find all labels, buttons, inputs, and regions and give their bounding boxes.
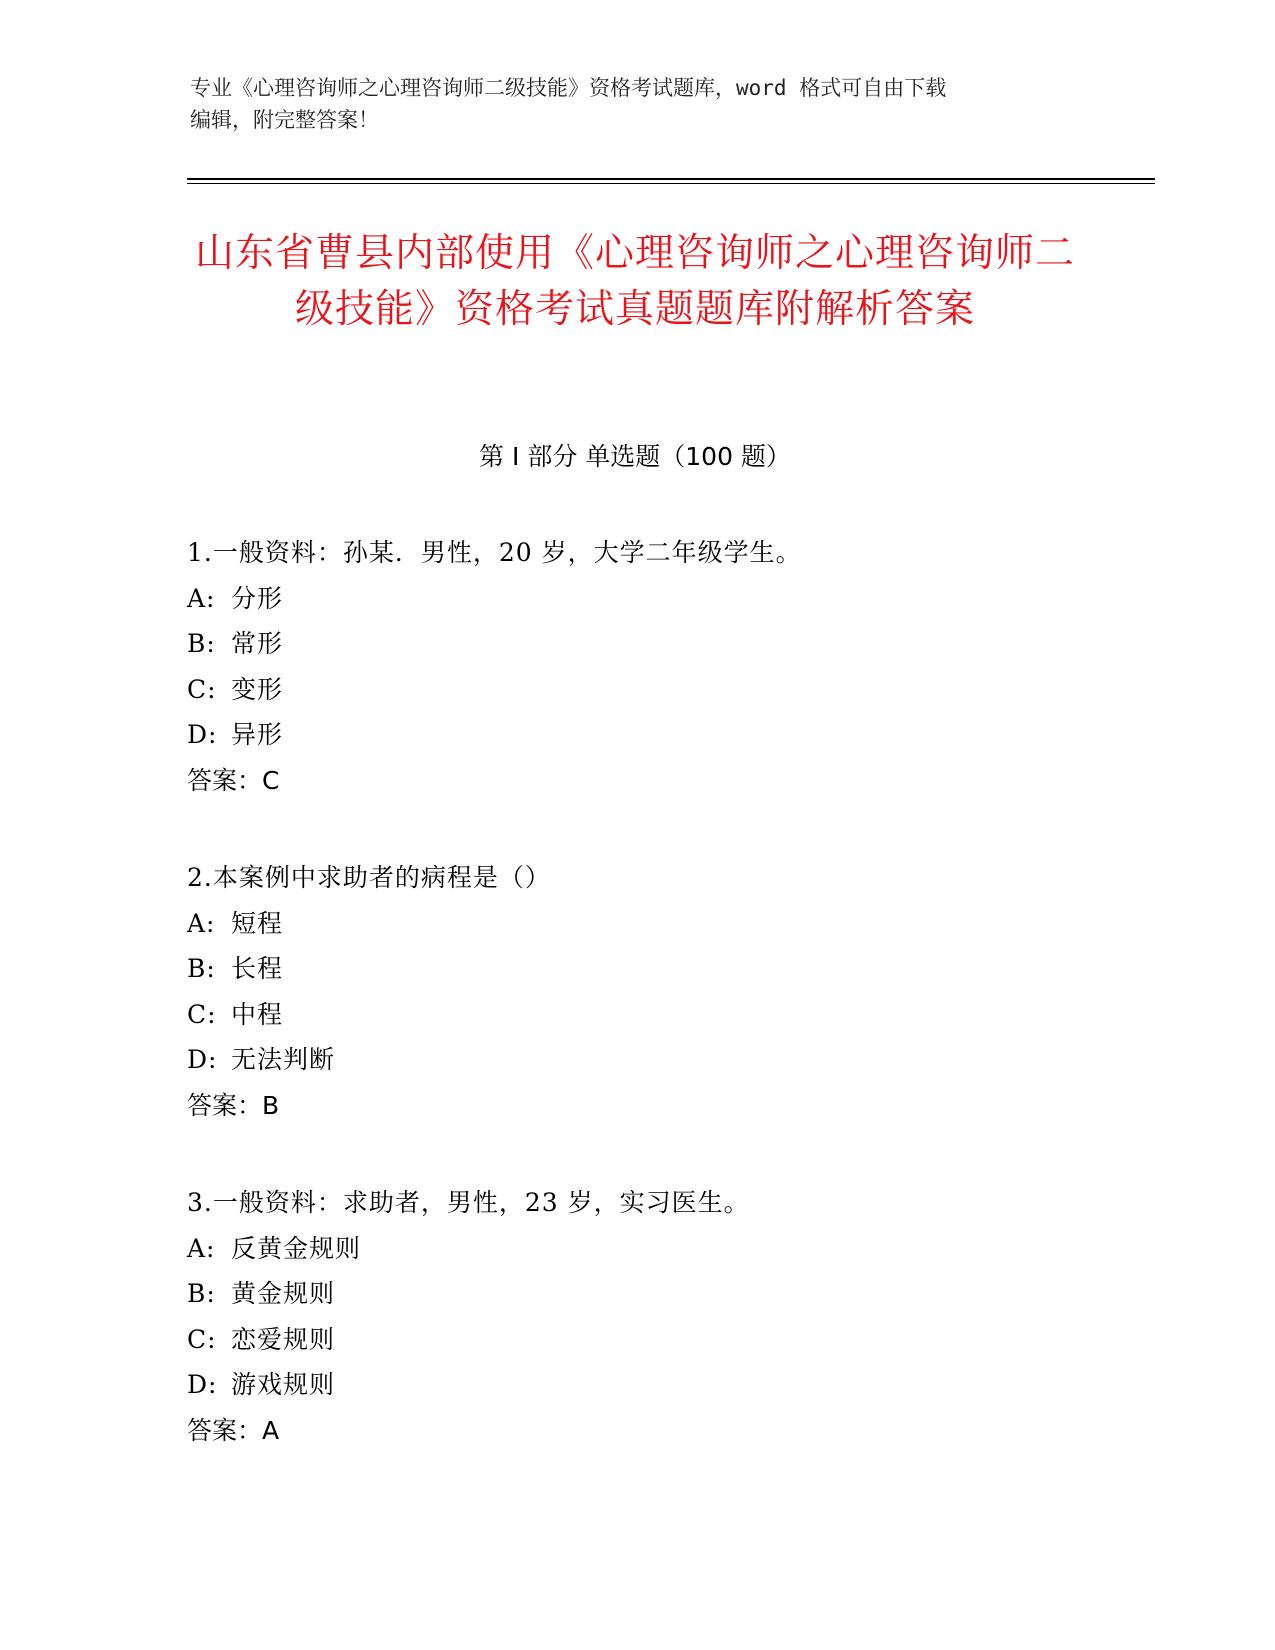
- option-letter: C:: [187, 674, 217, 704]
- header-note-line-2: 编辑，附完整答案！: [190, 108, 379, 132]
- option-text: 恋爱规则: [231, 1324, 336, 1354]
- option-d: [187, 1362, 1087, 1408]
- option-text: 无法判断: [231, 1045, 336, 1074]
- option-b: [187, 621, 1087, 667]
- answer-line: 答案：C: [187, 765, 280, 795]
- option-text: 短程: [231, 908, 284, 938]
- option-a: [187, 576, 1087, 622]
- answer-line: 答案：B: [187, 1090, 280, 1120]
- header-rule-thick: [187, 178, 1155, 180]
- question-1: [187, 530, 1087, 803]
- option-text: 变形: [231, 674, 284, 704]
- header-note: [190, 72, 1090, 136]
- question-3: [187, 1180, 1087, 1453]
- option-letter: C:: [187, 1324, 217, 1354]
- option-letter: A:: [187, 1233, 216, 1263]
- option-letter: B:: [187, 954, 216, 983]
- option-b: [187, 1271, 1087, 1317]
- option-text: 分形: [231, 583, 284, 613]
- answer-line: 答案：A: [187, 1415, 280, 1445]
- section-heading: 第 I 部分 单选题（100 题）: [479, 442, 791, 471]
- option-d: [187, 1037, 1087, 1083]
- option-a: [187, 1226, 1087, 1272]
- option-a: [187, 901, 1087, 947]
- question-stem: 3.一般资料：求助者，男性，23 岁，实习医生。: [187, 1188, 750, 1217]
- header-rule-thin: [187, 183, 1155, 184]
- option-c: [187, 1317, 1087, 1363]
- option-text: 反黄金规则: [231, 1233, 362, 1263]
- option-text: 异形: [231, 720, 284, 749]
- option-letter: A:: [187, 583, 216, 613]
- option-letter: D:: [187, 1045, 218, 1074]
- option-b: [187, 946, 1087, 992]
- header-note-line-1: 专业《心理咨询师之心理咨询师二级技能》资格考试题库，word 格式可自由下载: [190, 76, 947, 100]
- option-d: [187, 712, 1087, 758]
- option-text: 常形: [231, 629, 284, 658]
- question-stem: 2.本案例中求助者的病程是（）: [187, 863, 551, 892]
- question-list: [187, 530, 1087, 1505]
- option-letter: B:: [187, 629, 216, 658]
- option-letter: D:: [187, 1370, 218, 1399]
- option-c: [187, 992, 1087, 1038]
- question-stem: 1.一般资料：孙某．男性，20 岁，大学二年级学生。: [187, 538, 802, 567]
- option-letter: A:: [187, 908, 216, 938]
- option-c: [187, 667, 1087, 713]
- document-title: 山东省曹县内部使用《心理咨询师之心理咨询师二级技能》资格考试真题题库附解析答案: [194, 231, 1075, 332]
- option-text: 中程: [231, 999, 284, 1029]
- question-2: [187, 855, 1087, 1128]
- option-letter: B:: [187, 1279, 216, 1308]
- option-text: 游戏规则: [231, 1370, 336, 1399]
- option-letter: C:: [187, 999, 217, 1029]
- option-letter: D:: [187, 720, 218, 749]
- option-text: 黄金规则: [231, 1279, 336, 1308]
- option-text: 长程: [231, 954, 284, 983]
